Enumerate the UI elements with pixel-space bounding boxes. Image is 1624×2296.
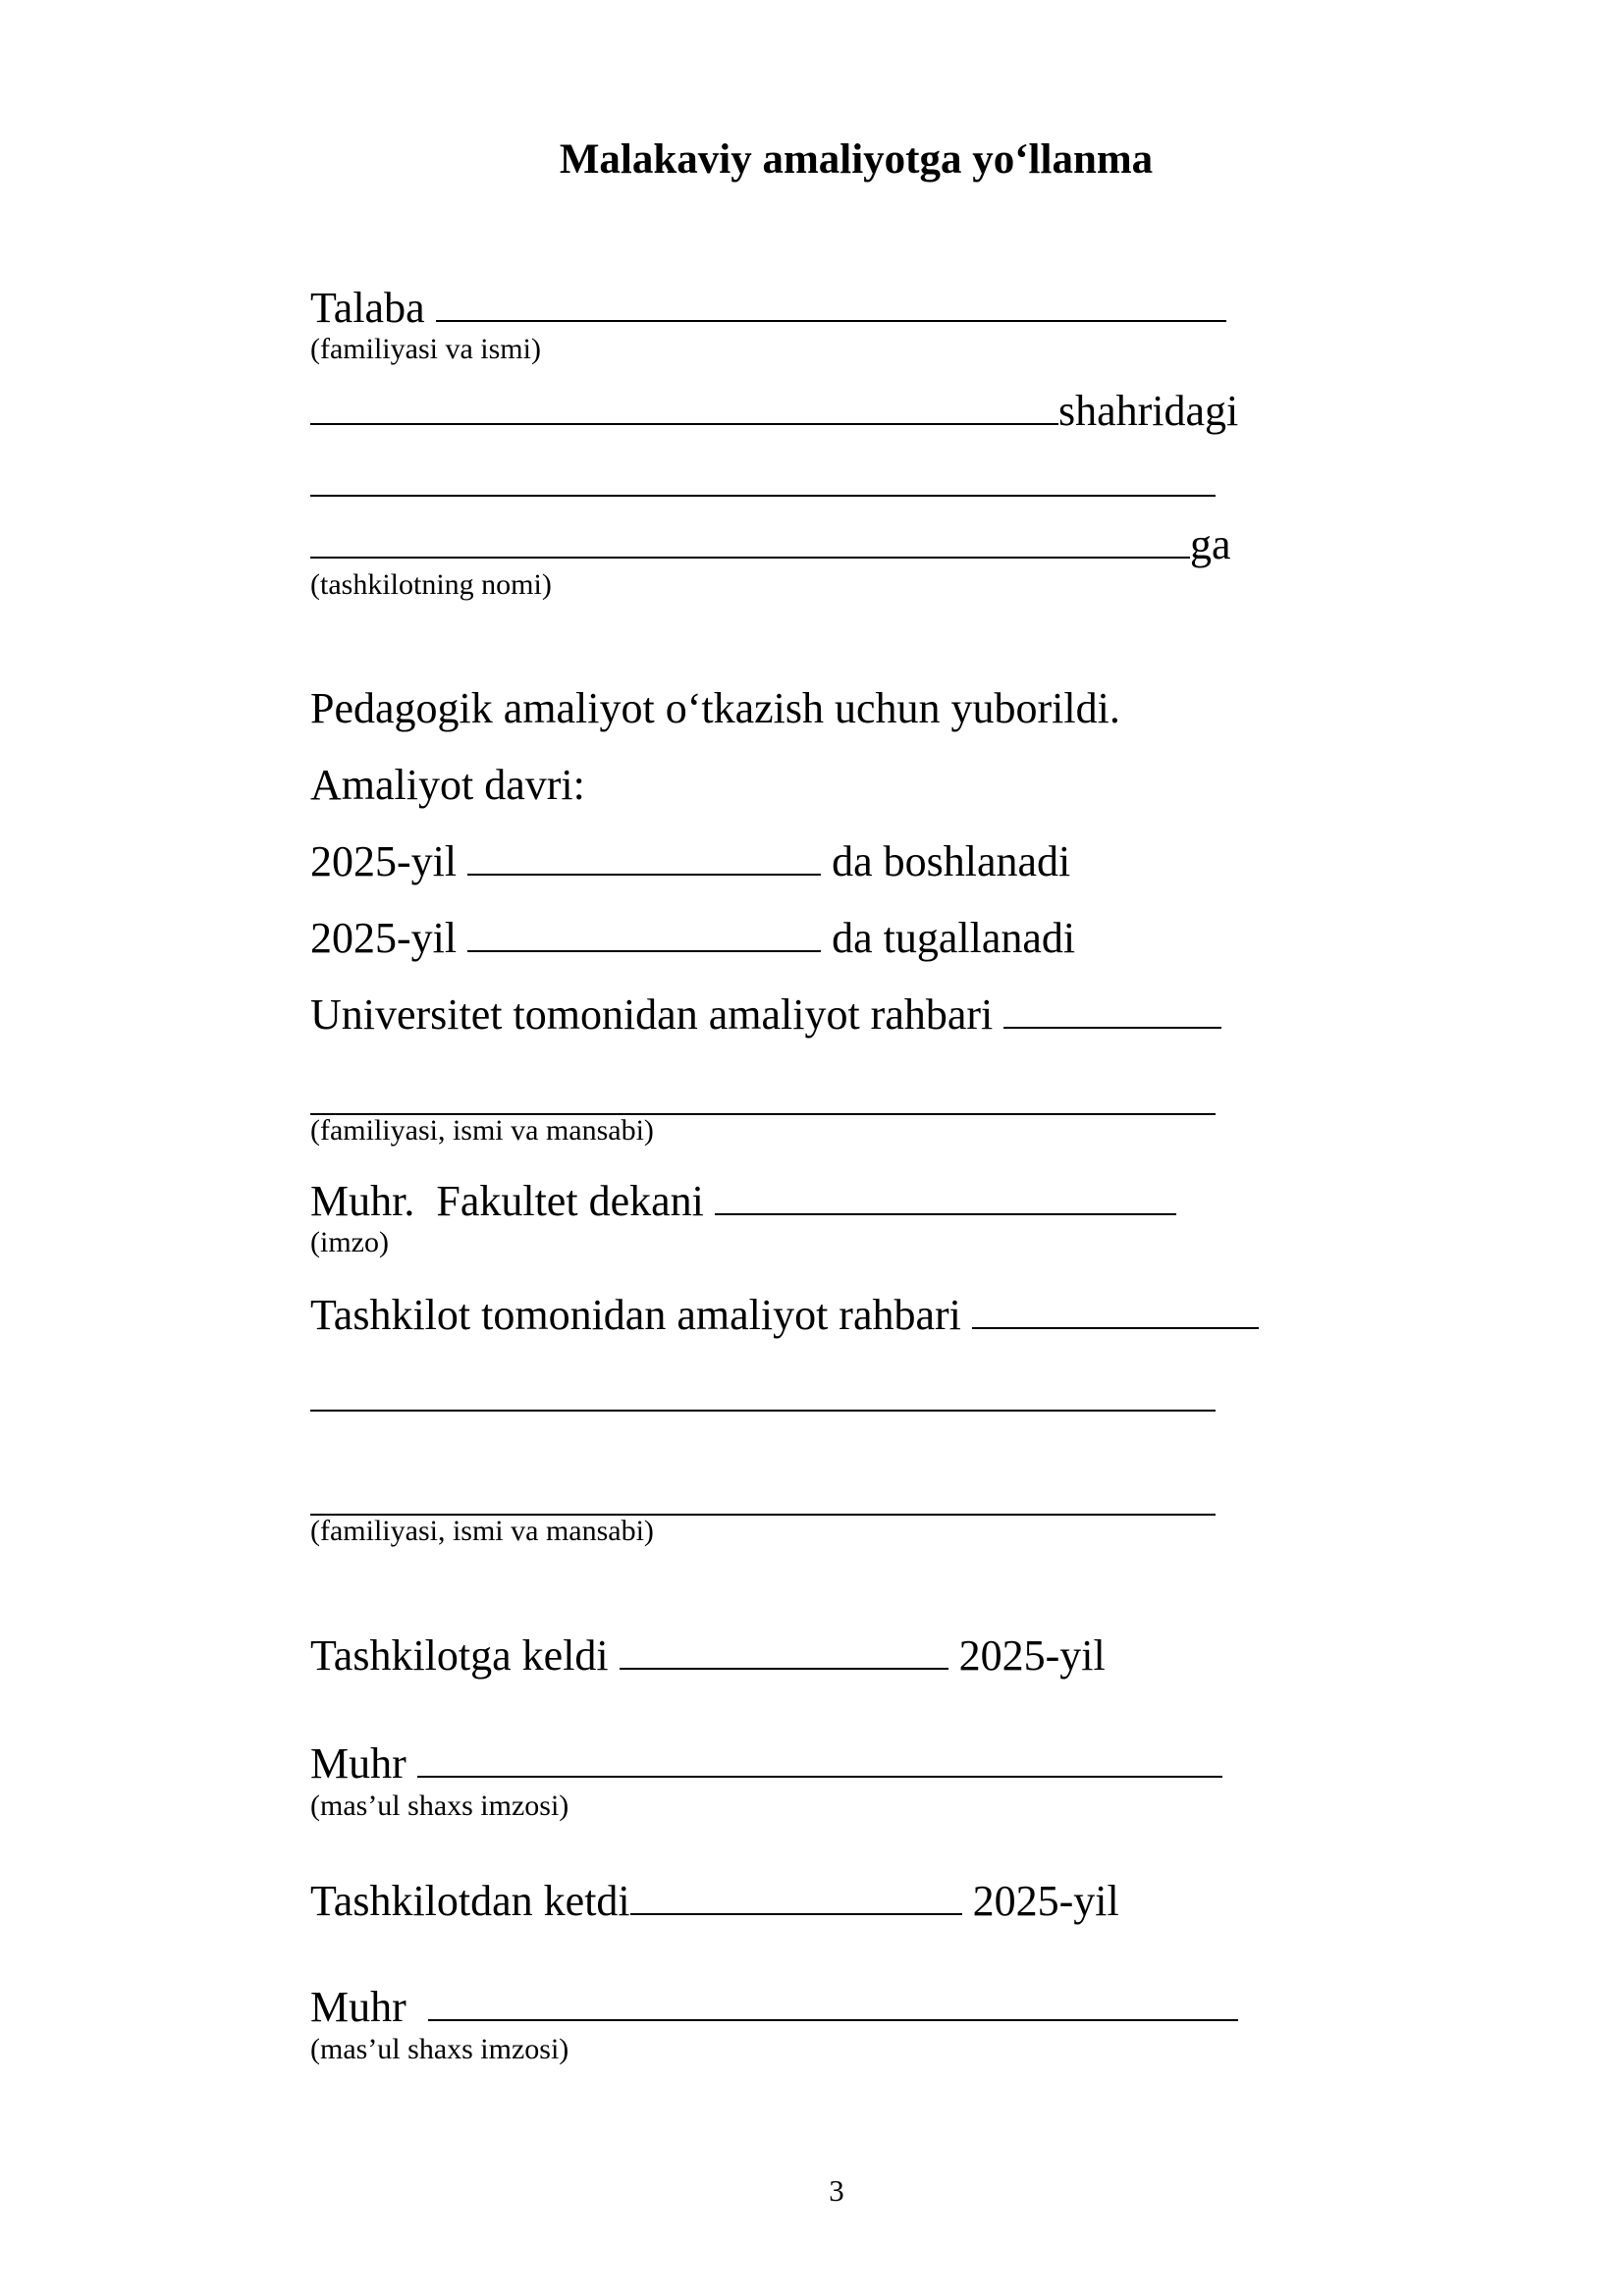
org-supervisor-blank-3[interactable] <box>310 1470 1216 1516</box>
signature-caption: (imzo) <box>310 1226 389 1258</box>
end-date-blank[interactable] <box>467 907 821 952</box>
org-line-2 <box>310 513 1231 572</box>
stamp-label: Muhr. <box>310 1177 415 1225</box>
start-date-line <box>310 830 1070 889</box>
left-label: Tashkilotdan ketdi <box>310 1877 630 1925</box>
dean-line <box>310 1170 1176 1229</box>
org-suffix: ga <box>1190 520 1231 568</box>
uni-supervisor-blank-2[interactable] <box>310 1070 1216 1115</box>
responsible-caption-2: (mas’ul shaxs imzosi) <box>310 2033 569 2065</box>
uni-supervisor-caption: (familiyasi, ismi va mansabi) <box>310 1114 654 1147</box>
org-supervisor-caption: (familiyasi, ismi va mansabi) <box>310 1515 654 1547</box>
responsible-signature-blank-1[interactable] <box>417 1733 1222 1778</box>
end-year: 2025-yil <box>310 914 458 962</box>
arrived-line <box>310 1625 1106 1683</box>
responsible-signature-blank-2[interactable] <box>428 1976 1238 2021</box>
student-caption: (familiyasi va ismi) <box>310 333 541 365</box>
stamp-line-2 <box>310 1976 1238 2035</box>
arrived-label: Tashkilotga keldi <box>310 1631 609 1680</box>
org-supervisor-line-2 <box>310 1366 1216 1425</box>
start-date-blank[interactable] <box>467 830 821 876</box>
org-supervisor-line <box>310 1284 1259 1343</box>
end-suffix: da tugallanadi <box>832 914 1076 962</box>
org-supervisor-blank[interactable] <box>972 1284 1259 1329</box>
left-year: 2025-yil <box>972 1877 1119 1925</box>
student-label: Talaba <box>310 284 425 332</box>
org-supervisor-label: Tashkilot tomonidan amaliyot rahbari <box>310 1291 961 1339</box>
city-line <box>310 380 1238 439</box>
stamp-label-2: Muhr <box>310 1983 406 2031</box>
responsible-caption-1: (mas’ul shaxs imzosi) <box>310 1789 569 1822</box>
org-blank-2[interactable] <box>310 513 1190 559</box>
org-caption: (tashkilotning nomi) <box>310 568 552 601</box>
end-date-line <box>310 907 1075 966</box>
org-supervisor-blank-2[interactable] <box>310 1366 1216 1412</box>
start-year: 2025-yil <box>310 837 458 885</box>
arrived-date-blank[interactable] <box>620 1625 948 1670</box>
city-blank[interactable] <box>310 380 1058 425</box>
left-line <box>310 1870 1119 1929</box>
org-line-1 <box>310 452 1216 510</box>
sent-text: Pedagogik amaliyot o‘tkazish uchun yuborildi. <box>310 684 1120 732</box>
dean-signature-blank[interactable] <box>715 1170 1176 1215</box>
document-title: Malakaviy amaliyotga yo‘llanma <box>559 136 1154 183</box>
left-date-blank[interactable] <box>630 1870 962 1915</box>
start-suffix: da boshlanadi <box>832 837 1071 885</box>
uni-supervisor-blank[interactable] <box>1003 984 1221 1029</box>
page-number: 3 <box>829 2173 844 2208</box>
stamp-line-1 <box>310 1733 1222 1791</box>
student-name-blank[interactable] <box>436 277 1226 322</box>
uni-supervisor-label: Universitet tomonidan amaliyot rahbari <box>310 990 994 1039</box>
org-blank-1[interactable] <box>310 452 1216 497</box>
city-suffix: shahridagi <box>1058 387 1239 435</box>
student-line <box>310 277 1226 336</box>
dean-label: Fakultet dekani <box>436 1177 704 1225</box>
arrived-year: 2025-yil <box>958 1631 1106 1680</box>
uni-supervisor-line <box>310 984 1221 1042</box>
period-label: Amaliyot davri: <box>310 761 585 809</box>
stamp-label-1: Muhr <box>310 1739 406 1788</box>
